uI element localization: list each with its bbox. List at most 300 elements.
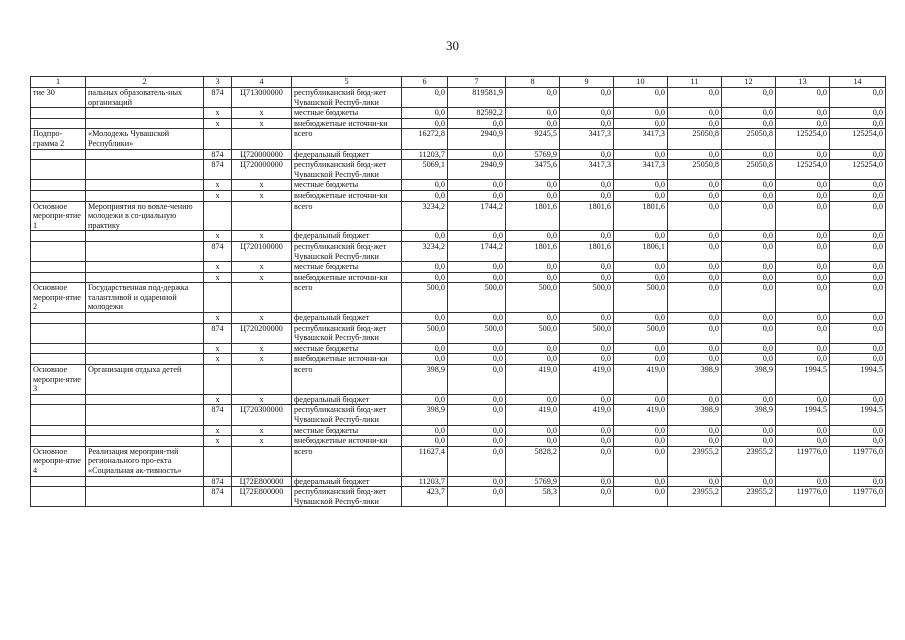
grbs-code-cell: x xyxy=(204,436,232,447)
grbs-code-cell: 874 xyxy=(204,160,232,180)
funding-source-cell: республиканский бюд-жет Чувашской Респуб-лики xyxy=(292,88,402,108)
amount-cell: 0,0 xyxy=(560,108,614,119)
program-name-cell xyxy=(86,394,204,405)
funding-source-cell: местные бюджеты xyxy=(292,180,402,191)
budget-class-code-cell: Ц72Е800000 xyxy=(232,487,292,507)
program-name-cell: Мероприятия по вовле-чению молодежи в со-циальную практику xyxy=(86,201,204,231)
column-number-header: 11 xyxy=(668,77,722,88)
amount-cell: 0,0 xyxy=(830,180,886,191)
amount-cell: 25050,8 xyxy=(668,160,722,180)
table-row xyxy=(31,241,886,261)
funding-source-cell: внебюджетные источни-ки xyxy=(292,436,402,447)
amount-cell: 5769,9 xyxy=(506,149,560,160)
table-row xyxy=(31,129,886,149)
amount-cell: 0,0 xyxy=(722,313,776,324)
amount-cell: 0,0 xyxy=(560,180,614,191)
amount-cell: 0,0 xyxy=(668,394,722,405)
amount-cell: 0,0 xyxy=(830,190,886,201)
amount-cell: 0,0 xyxy=(776,313,830,324)
table-row xyxy=(31,394,886,405)
amount-cell: 0,0 xyxy=(506,231,560,242)
amount-cell: 0,0 xyxy=(776,262,830,273)
program-status-cell: Основное меропри-ятие 3 xyxy=(31,365,86,395)
amount-cell: 0,0 xyxy=(506,436,560,447)
funding-source-cell: местные бюджеты xyxy=(292,262,402,273)
amount-cell: 0,0 xyxy=(560,190,614,201)
amount-cell: 0,0 xyxy=(722,283,776,313)
amount-cell: 500,0 xyxy=(560,323,614,343)
amount-cell: 0,0 xyxy=(506,190,560,201)
program-name-cell xyxy=(86,436,204,447)
amount-cell: 1801,6 xyxy=(560,241,614,261)
amount-cell: 0,0 xyxy=(776,272,830,283)
amount-cell: 419,0 xyxy=(560,405,614,425)
amount-cell: 0,0 xyxy=(448,313,506,324)
program-status-cell xyxy=(31,241,86,261)
amount-cell: 0,0 xyxy=(448,394,506,405)
amount-cell: 119776,0 xyxy=(776,487,830,507)
amount-cell: 0,0 xyxy=(722,262,776,273)
amount-cell: 0,0 xyxy=(830,241,886,261)
amount-cell: 500,0 xyxy=(506,323,560,343)
column-number-header: 4 xyxy=(232,77,292,88)
amount-cell: 0,0 xyxy=(668,231,722,242)
amount-cell: 0,0 xyxy=(448,231,506,242)
amount-cell: 0,0 xyxy=(560,118,614,129)
table-row xyxy=(31,313,886,324)
table-row xyxy=(31,262,886,273)
table-row xyxy=(31,446,886,476)
table-row xyxy=(31,108,886,119)
grbs-code-cell: x xyxy=(204,262,232,273)
grbs-code-cell: x xyxy=(204,118,232,129)
program-name-cell xyxy=(86,180,204,191)
amount-cell: 0,0 xyxy=(668,313,722,324)
amount-cell: 0,0 xyxy=(614,262,668,273)
program-name-cell: Государственная под-держка талантливой и одаренной молодежи xyxy=(86,283,204,313)
amount-cell: 3417,3 xyxy=(560,129,614,149)
program-name-cell xyxy=(86,190,204,201)
program-name-cell xyxy=(86,487,204,507)
budget-class-code-cell xyxy=(232,201,292,231)
program-name-cell xyxy=(86,425,204,436)
amount-cell: 0,0 xyxy=(668,323,722,343)
amount-cell: 0,0 xyxy=(830,343,886,354)
amount-cell: 1801,6 xyxy=(506,201,560,231)
column-number-header: 7 xyxy=(448,77,506,88)
program-name-cell xyxy=(86,405,204,425)
amount-cell: 0,0 xyxy=(402,108,448,119)
amount-cell: 5769,9 xyxy=(506,476,560,487)
table-row xyxy=(31,343,886,354)
amount-cell: 0,0 xyxy=(560,487,614,507)
amount-cell: 0,0 xyxy=(448,262,506,273)
amount-cell: 0,0 xyxy=(402,180,448,191)
amount-cell: 0,0 xyxy=(830,108,886,119)
amount-cell: 419,0 xyxy=(506,405,560,425)
amount-cell: 0,0 xyxy=(402,394,448,405)
program-name-cell xyxy=(86,323,204,343)
budget-class-code-cell: x xyxy=(232,354,292,365)
amount-cell: 0,0 xyxy=(776,436,830,447)
amount-cell: 0,0 xyxy=(830,201,886,231)
amount-cell: 0,0 xyxy=(722,231,776,242)
amount-cell: 5069,1 xyxy=(402,160,448,180)
grbs-code-cell: 874 xyxy=(204,241,232,261)
amount-cell: 0,0 xyxy=(776,88,830,108)
amount-cell: 0,0 xyxy=(614,313,668,324)
program-status-cell xyxy=(31,425,86,436)
amount-cell: 1801,6 xyxy=(614,201,668,231)
amount-cell: 419,0 xyxy=(614,405,668,425)
amount-cell: 0,0 xyxy=(668,88,722,108)
budget-class-code-cell: x xyxy=(232,262,292,273)
program-name-cell: Организация отдыха детей xyxy=(86,365,204,395)
program-status-cell xyxy=(31,394,86,405)
program-status-cell: Подпро-грамма 2 xyxy=(31,129,86,149)
funding-source-cell: всего xyxy=(292,129,402,149)
amount-cell: 1994,5 xyxy=(830,365,886,395)
amount-cell: 0,0 xyxy=(830,272,886,283)
amount-cell: 0,0 xyxy=(448,149,506,160)
amount-cell: 0,0 xyxy=(614,108,668,119)
amount-cell: 398,9 xyxy=(668,405,722,425)
amount-cell: 398,9 xyxy=(402,365,448,395)
budget-class-code-cell xyxy=(232,446,292,476)
program-status-cell xyxy=(31,160,86,180)
funding-source-cell: местные бюджеты xyxy=(292,425,402,436)
amount-cell: 0,0 xyxy=(448,354,506,365)
funding-source-cell: всего xyxy=(292,201,402,231)
program-name-cell xyxy=(86,262,204,273)
amount-cell: 82592,2 xyxy=(448,108,506,119)
amount-cell: 0,0 xyxy=(830,394,886,405)
amount-cell: 0,0 xyxy=(614,425,668,436)
budget-class-code-cell: Ц72Е800000 xyxy=(232,476,292,487)
amount-cell: 0,0 xyxy=(722,343,776,354)
funding-source-cell: федеральный бюджет xyxy=(292,149,402,160)
amount-cell: 1801,6 xyxy=(506,241,560,261)
grbs-code-cell: x xyxy=(204,190,232,201)
amount-cell: 0,0 xyxy=(668,272,722,283)
amount-cell: 0,0 xyxy=(448,343,506,354)
amount-cell: 1994,5 xyxy=(776,405,830,425)
grbs-code-cell xyxy=(204,201,232,231)
amount-cell: 0,0 xyxy=(722,394,776,405)
program-status-cell xyxy=(31,180,86,191)
amount-cell: 0,0 xyxy=(560,149,614,160)
amount-cell: 0,0 xyxy=(668,201,722,231)
grbs-code-cell xyxy=(204,446,232,476)
amount-cell: 0,0 xyxy=(668,354,722,365)
amount-cell: 0,0 xyxy=(448,118,506,129)
program-status-cell: Основное меропри-ятие 2 xyxy=(31,283,86,313)
amount-cell: 119776,0 xyxy=(830,487,886,507)
amount-cell: 119776,0 xyxy=(776,446,830,476)
amount-cell: 0,0 xyxy=(506,394,560,405)
amount-cell: 0,0 xyxy=(614,487,668,507)
grbs-code-cell: x xyxy=(204,343,232,354)
page-number: 30 xyxy=(446,38,459,53)
amount-cell: 0,0 xyxy=(776,343,830,354)
amount-cell: 0,0 xyxy=(722,476,776,487)
amount-cell: 0,0 xyxy=(722,354,776,365)
amount-cell: 11203,7 xyxy=(402,149,448,160)
budget-class-code-cell: x xyxy=(232,118,292,129)
amount-cell: 2940,9 xyxy=(448,129,506,149)
amount-cell: 0,0 xyxy=(668,190,722,201)
budget-class-code-cell: x xyxy=(232,394,292,405)
amount-cell: 0,0 xyxy=(448,487,506,507)
grbs-code-cell: x xyxy=(204,180,232,191)
amount-cell: 0,0 xyxy=(506,108,560,119)
amount-cell: 0,0 xyxy=(722,108,776,119)
amount-cell: 0,0 xyxy=(614,354,668,365)
amount-cell: 0,0 xyxy=(560,354,614,365)
amount-cell: 398,9 xyxy=(402,405,448,425)
amount-cell: 0,0 xyxy=(614,118,668,129)
program-status-cell xyxy=(31,405,86,425)
amount-cell: 0,0 xyxy=(830,354,886,365)
table-row xyxy=(31,436,886,447)
grbs-code-cell: x xyxy=(204,108,232,119)
amount-cell: 0,0 xyxy=(402,436,448,447)
grbs-code-cell: x xyxy=(204,272,232,283)
program-status-cell xyxy=(31,313,86,324)
amount-cell: 398,9 xyxy=(722,405,776,425)
table-row xyxy=(31,160,886,180)
amount-cell: 0,0 xyxy=(448,272,506,283)
amount-cell: 1801,6 xyxy=(560,201,614,231)
amount-cell: 0,0 xyxy=(614,343,668,354)
program-name-cell xyxy=(86,231,204,242)
table-row xyxy=(31,405,886,425)
amount-cell: 423,7 xyxy=(402,487,448,507)
program-status-cell xyxy=(31,262,86,273)
amount-cell: 0,0 xyxy=(830,476,886,487)
amount-cell: 0,0 xyxy=(830,231,886,242)
program-status-cell xyxy=(31,343,86,354)
amount-cell: 0,0 xyxy=(668,343,722,354)
program-name-cell: «Молодежь Чувашской Республики» xyxy=(86,129,204,149)
amount-cell: 0,0 xyxy=(830,118,886,129)
amount-cell: 0,0 xyxy=(402,272,448,283)
program-status-cell xyxy=(31,476,86,487)
amount-cell: 0,0 xyxy=(560,272,614,283)
amount-cell: 0,0 xyxy=(776,476,830,487)
amount-cell: 0,0 xyxy=(448,446,506,476)
amount-cell: 0,0 xyxy=(506,88,560,108)
amount-cell: 11203,7 xyxy=(402,476,448,487)
amount-cell: 0,0 xyxy=(722,436,776,447)
amount-cell: 0,0 xyxy=(402,313,448,324)
amount-cell: 419,0 xyxy=(506,365,560,395)
amount-cell: 125254,0 xyxy=(830,129,886,149)
amount-cell: 0,0 xyxy=(614,231,668,242)
amount-cell: 0,0 xyxy=(722,425,776,436)
budget-class-code-cell: Ц713000000 xyxy=(232,88,292,108)
amount-cell: 3417,3 xyxy=(560,160,614,180)
budget-class-code-cell: x xyxy=(232,343,292,354)
amount-cell: 0,0 xyxy=(402,231,448,242)
amount-cell: 0,0 xyxy=(614,149,668,160)
amount-cell: 0,0 xyxy=(722,201,776,231)
amount-cell: 3417,3 xyxy=(614,129,668,149)
table-row xyxy=(31,283,886,313)
grbs-code-cell: x xyxy=(204,313,232,324)
amount-cell: 0,0 xyxy=(448,190,506,201)
program-status-cell xyxy=(31,487,86,507)
amount-cell: 0,0 xyxy=(776,425,830,436)
budget-class-code-cell: x xyxy=(232,436,292,447)
amount-cell: 0,0 xyxy=(560,436,614,447)
amount-cell: 0,0 xyxy=(448,180,506,191)
budget-class-code-cell: x xyxy=(232,108,292,119)
amount-cell: 0,0 xyxy=(506,262,560,273)
amount-cell: 0,0 xyxy=(560,313,614,324)
amount-cell: 500,0 xyxy=(614,323,668,343)
amount-cell: 500,0 xyxy=(402,283,448,313)
funding-source-cell: местные бюджеты xyxy=(292,108,402,119)
program-name-cell xyxy=(86,354,204,365)
amount-cell: 419,0 xyxy=(560,365,614,395)
budget-class-code-cell: x xyxy=(232,231,292,242)
funding-source-cell: местные бюджеты xyxy=(292,343,402,354)
amount-cell: 0,0 xyxy=(560,88,614,108)
amount-cell: 0,0 xyxy=(506,425,560,436)
amount-cell: 0,0 xyxy=(776,394,830,405)
funding-source-cell: республиканский бюд-жет Чувашской Респуб-лики xyxy=(292,241,402,261)
program-name-cell: Реализация мероприя-тий регионального про-екта «Социальная ак-тивность» xyxy=(86,446,204,476)
amount-cell: 0,0 xyxy=(776,190,830,201)
column-number-header: 5 xyxy=(292,77,402,88)
budget-class-code-cell xyxy=(232,129,292,149)
grbs-code-cell: 874 xyxy=(204,476,232,487)
amount-cell: 0,0 xyxy=(506,313,560,324)
amount-cell: 0,0 xyxy=(668,436,722,447)
program-status-cell xyxy=(31,149,86,160)
program-status-cell xyxy=(31,323,86,343)
funding-source-cell: республиканский бюд-жет Чувашской Респуб-лики xyxy=(292,323,402,343)
table-row xyxy=(31,201,886,231)
amount-cell: 0,0 xyxy=(722,180,776,191)
amount-cell: 0,0 xyxy=(402,190,448,201)
amount-cell: 0,0 xyxy=(776,201,830,231)
amount-cell: 0,0 xyxy=(506,354,560,365)
amount-cell: 0,0 xyxy=(506,180,560,191)
amount-cell: 0,0 xyxy=(402,425,448,436)
grbs-code-cell: 874 xyxy=(204,405,232,425)
amount-cell: 0,0 xyxy=(722,190,776,201)
grbs-code-cell xyxy=(204,129,232,149)
column-number-row xyxy=(31,77,886,88)
amount-cell: 500,0 xyxy=(506,283,560,313)
program-status-cell: Основное меропри-ятие 4 xyxy=(31,446,86,476)
amount-cell: 0,0 xyxy=(830,436,886,447)
amount-cell: 3475,6 xyxy=(506,160,560,180)
column-number-header: 2 xyxy=(86,77,204,88)
amount-cell: 125254,0 xyxy=(830,160,886,180)
budget-table xyxy=(30,76,886,507)
table-row xyxy=(31,149,886,160)
amount-cell: 25050,8 xyxy=(722,160,776,180)
amount-cell: 0,0 xyxy=(668,149,722,160)
column-number-header: 8 xyxy=(506,77,560,88)
amount-cell: 1744,2 xyxy=(448,241,506,261)
budget-class-code-cell: x xyxy=(232,313,292,324)
amount-cell: 0,0 xyxy=(776,118,830,129)
funding-source-cell: всего xyxy=(292,365,402,395)
amount-cell: 0,0 xyxy=(776,231,830,242)
grbs-code-cell: 874 xyxy=(204,487,232,507)
amount-cell: 0,0 xyxy=(560,446,614,476)
amount-cell: 0,0 xyxy=(722,323,776,343)
column-number-header: 13 xyxy=(776,77,830,88)
budget-class-code-cell: Ц720300000 xyxy=(232,405,292,425)
amount-cell: 0,0 xyxy=(402,118,448,129)
program-name-cell xyxy=(86,476,204,487)
funding-source-cell: республиканский бюд-жет Чувашской Респуб-лики xyxy=(292,160,402,180)
program-name-cell xyxy=(86,343,204,354)
program-status-cell: тие 30 xyxy=(31,88,86,108)
amount-cell: 125254,0 xyxy=(776,160,830,180)
amount-cell: 0,0 xyxy=(668,262,722,273)
program-status-cell xyxy=(31,272,86,283)
table-row xyxy=(31,365,886,395)
amount-cell: 0,0 xyxy=(776,241,830,261)
grbs-code-cell: 874 xyxy=(204,149,232,160)
amount-cell: 1744,2 xyxy=(448,201,506,231)
amount-cell: 3234,2 xyxy=(402,241,448,261)
table-row xyxy=(31,180,886,191)
amount-cell: 0,0 xyxy=(614,394,668,405)
amount-cell: 500,0 xyxy=(402,323,448,343)
program-name-cell xyxy=(86,160,204,180)
funding-source-cell: внебюджетные источни-ки xyxy=(292,190,402,201)
table-row xyxy=(31,88,886,108)
table-row xyxy=(31,487,886,507)
table-row xyxy=(31,190,886,201)
table-row xyxy=(31,354,886,365)
grbs-code-cell: x xyxy=(204,394,232,405)
amount-cell: 5828,2 xyxy=(506,446,560,476)
funding-source-cell: республиканский бюд-жет Чувашской Респуб-лики xyxy=(292,405,402,425)
program-status-cell xyxy=(31,231,86,242)
budget-class-code-cell: x xyxy=(232,190,292,201)
amount-cell: 0,0 xyxy=(506,272,560,283)
table-row xyxy=(31,272,886,283)
amount-cell: 16272,8 xyxy=(402,129,448,149)
amount-cell: 25050,8 xyxy=(668,129,722,149)
amount-cell: 0,0 xyxy=(722,88,776,108)
amount-cell: 3234,2 xyxy=(402,201,448,231)
amount-cell: 0,0 xyxy=(668,180,722,191)
amount-cell: 1994,5 xyxy=(776,365,830,395)
amount-cell: 0,0 xyxy=(776,108,830,119)
amount-cell: 0,0 xyxy=(560,262,614,273)
grbs-code-cell: 874 xyxy=(204,323,232,343)
amount-cell: 1806,1 xyxy=(614,241,668,261)
amount-cell: 9245,5 xyxy=(506,129,560,149)
amount-cell: 398,9 xyxy=(668,365,722,395)
funding-source-cell: федеральный бюджет xyxy=(292,231,402,242)
program-name-cell xyxy=(86,108,204,119)
funding-source-cell: всего xyxy=(292,446,402,476)
amount-cell: 23955,2 xyxy=(668,446,722,476)
amount-cell: 0,0 xyxy=(830,323,886,343)
funding-source-cell: федеральный бюджет xyxy=(292,476,402,487)
column-number-header: 1 xyxy=(31,77,86,88)
